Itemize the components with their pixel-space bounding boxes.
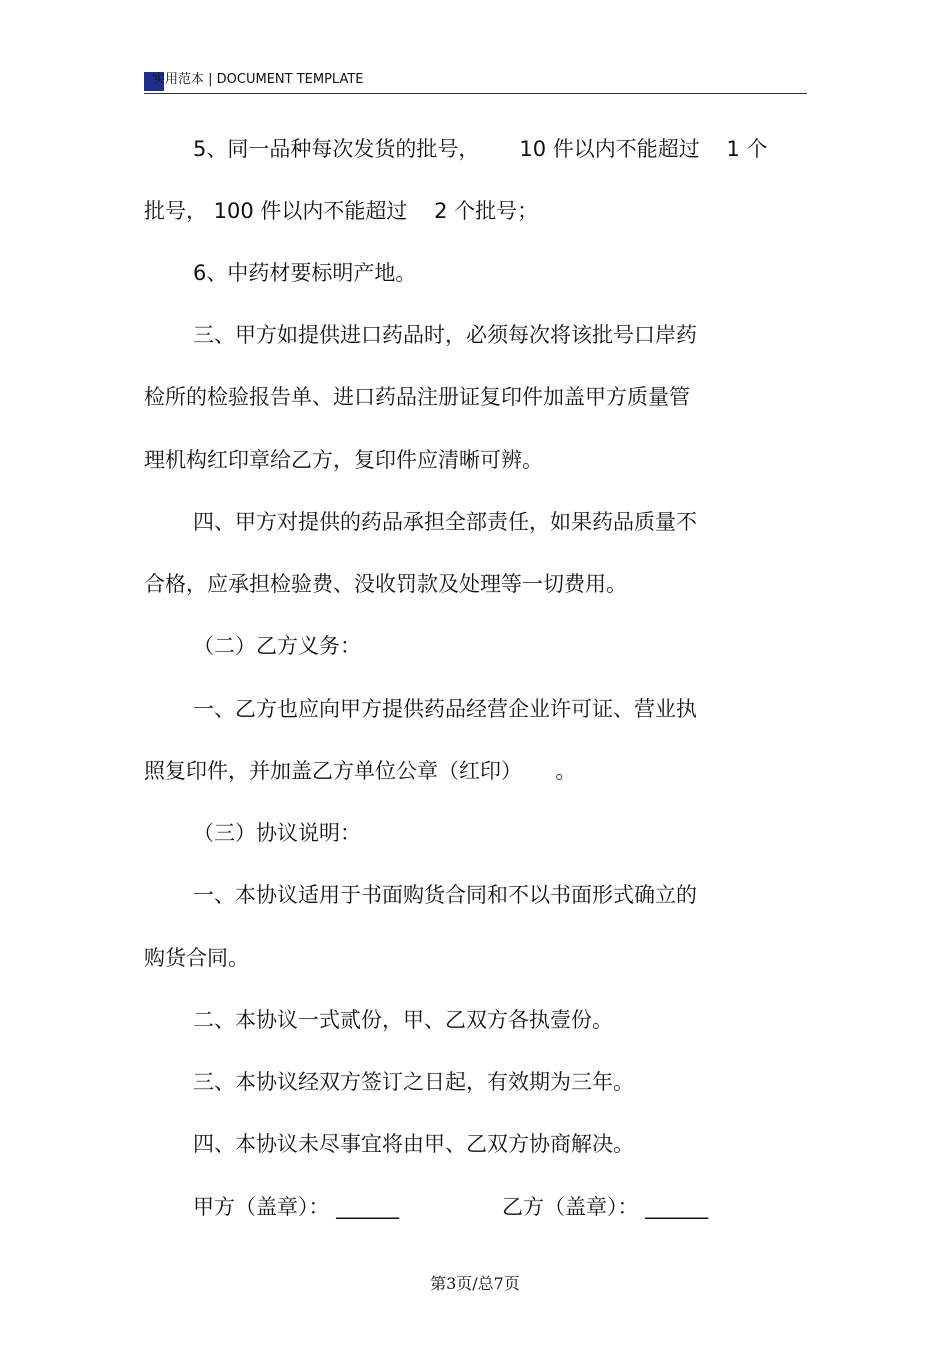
- paragraph-line: 四、甲方对提供的药品承担全部责任，如果药品质量不: [193, 510, 697, 534]
- page-header: [144, 70, 807, 94]
- paragraph-line: 一、本协议适用于书面购货合同和不以书面形式确立的: [193, 883, 697, 907]
- signature-party-a: 甲方（盖章）： ______: [193, 1195, 400, 1219]
- paragraph-line: 二、本协议一式贰份，甲、乙双方各执壹份。: [193, 1008, 613, 1032]
- section-heading: （二）乙方义务：: [193, 634, 361, 658]
- paragraph-line: 6、中药材要标明产地。: [193, 261, 417, 285]
- paragraph-line: 照复印件，并加盖乙方单位公章（红印） 。: [144, 759, 577, 783]
- paragraph-line: 四、本协议未尽事宜将由甲、乙双方协商解决。: [193, 1132, 634, 1156]
- header-label: 实用范本 | DOCUMENT TEMPLATE: [152, 72, 364, 87]
- paragraph-line: 三、本协议经双方签订之日起，有效期为三年。: [193, 1070, 634, 1094]
- paragraph-line: 检所的检验报告单、进口药品注册证复印件加盖甲方质量管: [144, 385, 690, 409]
- signature-party-b: 乙方（盖章）： ______: [502, 1195, 709, 1219]
- paragraph-line: 5、同一品种每次发货的批号， 10 件以内不能超过 1 个: [193, 137, 768, 161]
- paragraph-line: 合格，应承担检验费、没收罚款及处理等一切费用。: [144, 572, 627, 596]
- section-heading: （三）协议说明：: [193, 821, 361, 845]
- paragraph-line: 三、甲方如提供进口药品时，必须每次将该批号口岸药: [193, 323, 697, 347]
- paragraph-line: 批号， 100 件以内不能超过 2 个批号；: [144, 199, 539, 223]
- page-number: 第3页/总7页: [430, 1274, 520, 1293]
- paragraph-line: 购货合同。: [144, 946, 249, 970]
- paragraph-line: 理机构红印章给乙方，复印件应清晰可辨。: [144, 448, 543, 472]
- paragraph-line: 一、乙方也应向甲方提供药品经营企业许可证、营业执: [193, 697, 697, 721]
